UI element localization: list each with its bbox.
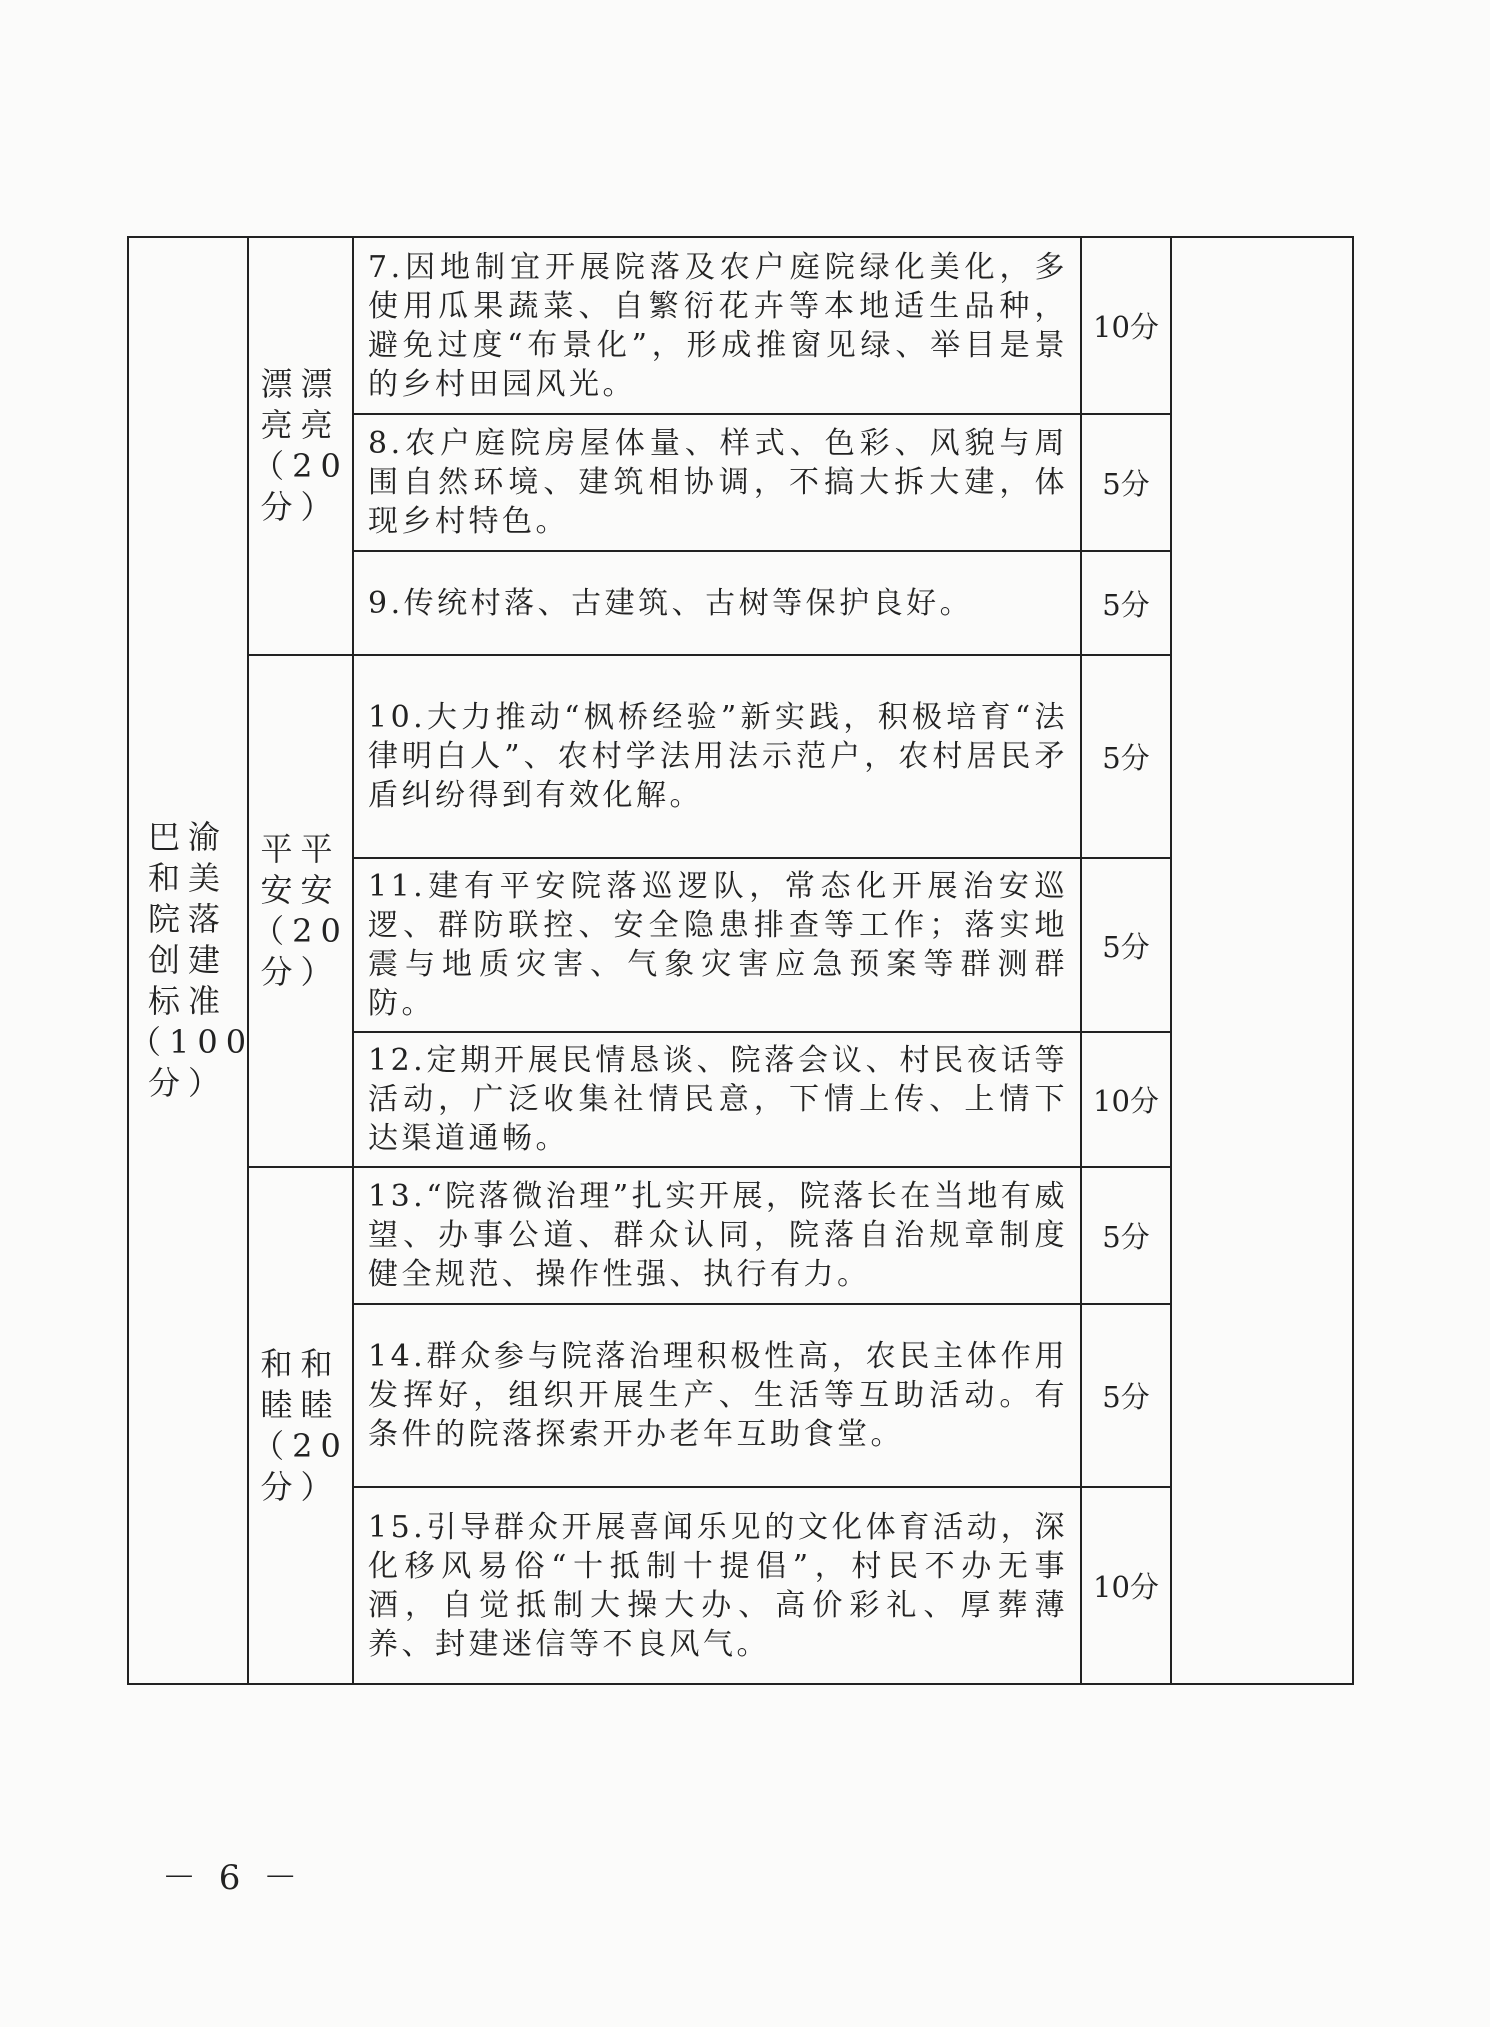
table-row (128, 1167, 1353, 1304)
criterion-text: 15.引导群众开展喜闻乐见的文化体育活动，深化移风易俗“十抵制十提倡”，村民不办无事酒，自觉抵制大操大办、高价彩礼、厚葬薄养、封建迷信等不良风气。 (353, 1487, 1081, 1684)
criteria-table (127, 236, 1354, 1685)
sub-category-cell-safe (248, 655, 353, 1167)
criterion-score: 5分 (1081, 414, 1171, 551)
sub-category-line: 平平 (260, 830, 341, 868)
remarks-column (1171, 237, 1353, 1684)
sub-category-line: 安安 (260, 871, 341, 909)
table-row (128, 237, 1353, 414)
criterion-score: 10分 (1081, 1032, 1171, 1167)
table-row (128, 655, 1353, 858)
main-category-cell (128, 237, 255, 1684)
criterion-text: 12.定期开展民情恳谈、院落会议、村民夜话等活动，广泛收集社情民意，下情上传、上情下达渠道通畅。 (353, 1032, 1081, 1167)
criterion-score: 5分 (1081, 1304, 1171, 1487)
sub-category-line: （20 (252, 447, 349, 485)
criterion-text: 11.建有平安院落巡逻队，常态化开展治安巡逻、群防联控、安全隐患排查等工作；落实地震与地质灾害、气象灾害应急预案等群测群防。 (353, 858, 1081, 1032)
page-number: － 6 － (162, 1858, 304, 1898)
sub-category-line: （20 (252, 912, 349, 950)
criterion-text: 14.群众参与院落治理积极性高，农民主体作用发挥好，组织开展生产、生活等互助活动。有条件的院落探索开办老年互助食堂。 (353, 1304, 1081, 1487)
sub-category-line: 漂漂 (260, 365, 341, 403)
main-category-line: 院落 (147, 900, 228, 938)
criterion-score: 5分 (1081, 551, 1171, 655)
sub-category-line: （20 (252, 1426, 349, 1465)
main-category-line: 巴渝 (147, 818, 228, 856)
main-category-line: 分） (147, 1064, 228, 1102)
sub-category-line: 睦睦 (260, 1385, 341, 1424)
sub-category-line: 分） (260, 488, 341, 526)
sub-category-line: 亮亮 (260, 406, 341, 444)
main-category-line: （100 (129, 1023, 255, 1061)
sub-category-cell-beautiful (248, 237, 353, 655)
sub-category-line: 和和 (260, 1344, 341, 1383)
criterion-score: 10分 (1081, 237, 1171, 414)
sub-category-line: 分） (260, 953, 341, 991)
criterion-text: 8.农户庭院房屋体量、样式、色彩、风貌与周围自然环境、建筑相协调，不搞大拆大建，体现乡村特色。 (353, 414, 1081, 551)
sub-category-line: 分） (260, 1467, 341, 1506)
criterion-text: 9.传统村落、古建筑、古树等保护良好。 (353, 551, 1081, 655)
criterion-score: 5分 (1081, 655, 1171, 858)
criterion-text: 10.大力推动“枫桥经验”新实践，积极培育“法律明白人”、农村学法用法示范户，农村居民矛盾纠纷得到有效化解。 (353, 655, 1081, 858)
criterion-score: 5分 (1081, 858, 1171, 1032)
main-category-line: 和美 (147, 859, 228, 897)
criterion-text: 7.因地制宜开展院落及农户庭院绿化美化，多使用瓜果蔬菜、自繁衍花卉等本地适生品种，避免过度“布景化”，形成推窗见绿、举目是景的乡村田园风光。 (353, 237, 1081, 414)
criterion-text: 13.“院落微治理”扎实开展，院落长在当地有威望、办事公道、群众认同，院落自治规章制度健全规范、操作性强、执行有力。 (353, 1167, 1081, 1304)
criterion-score: 10分 (1081, 1487, 1171, 1684)
main-category-line: 创建 (147, 941, 228, 979)
criterion-score: 5分 (1081, 1167, 1171, 1304)
sub-category-cell-harmony (248, 1167, 353, 1684)
main-category-line: 标准 (147, 982, 228, 1020)
